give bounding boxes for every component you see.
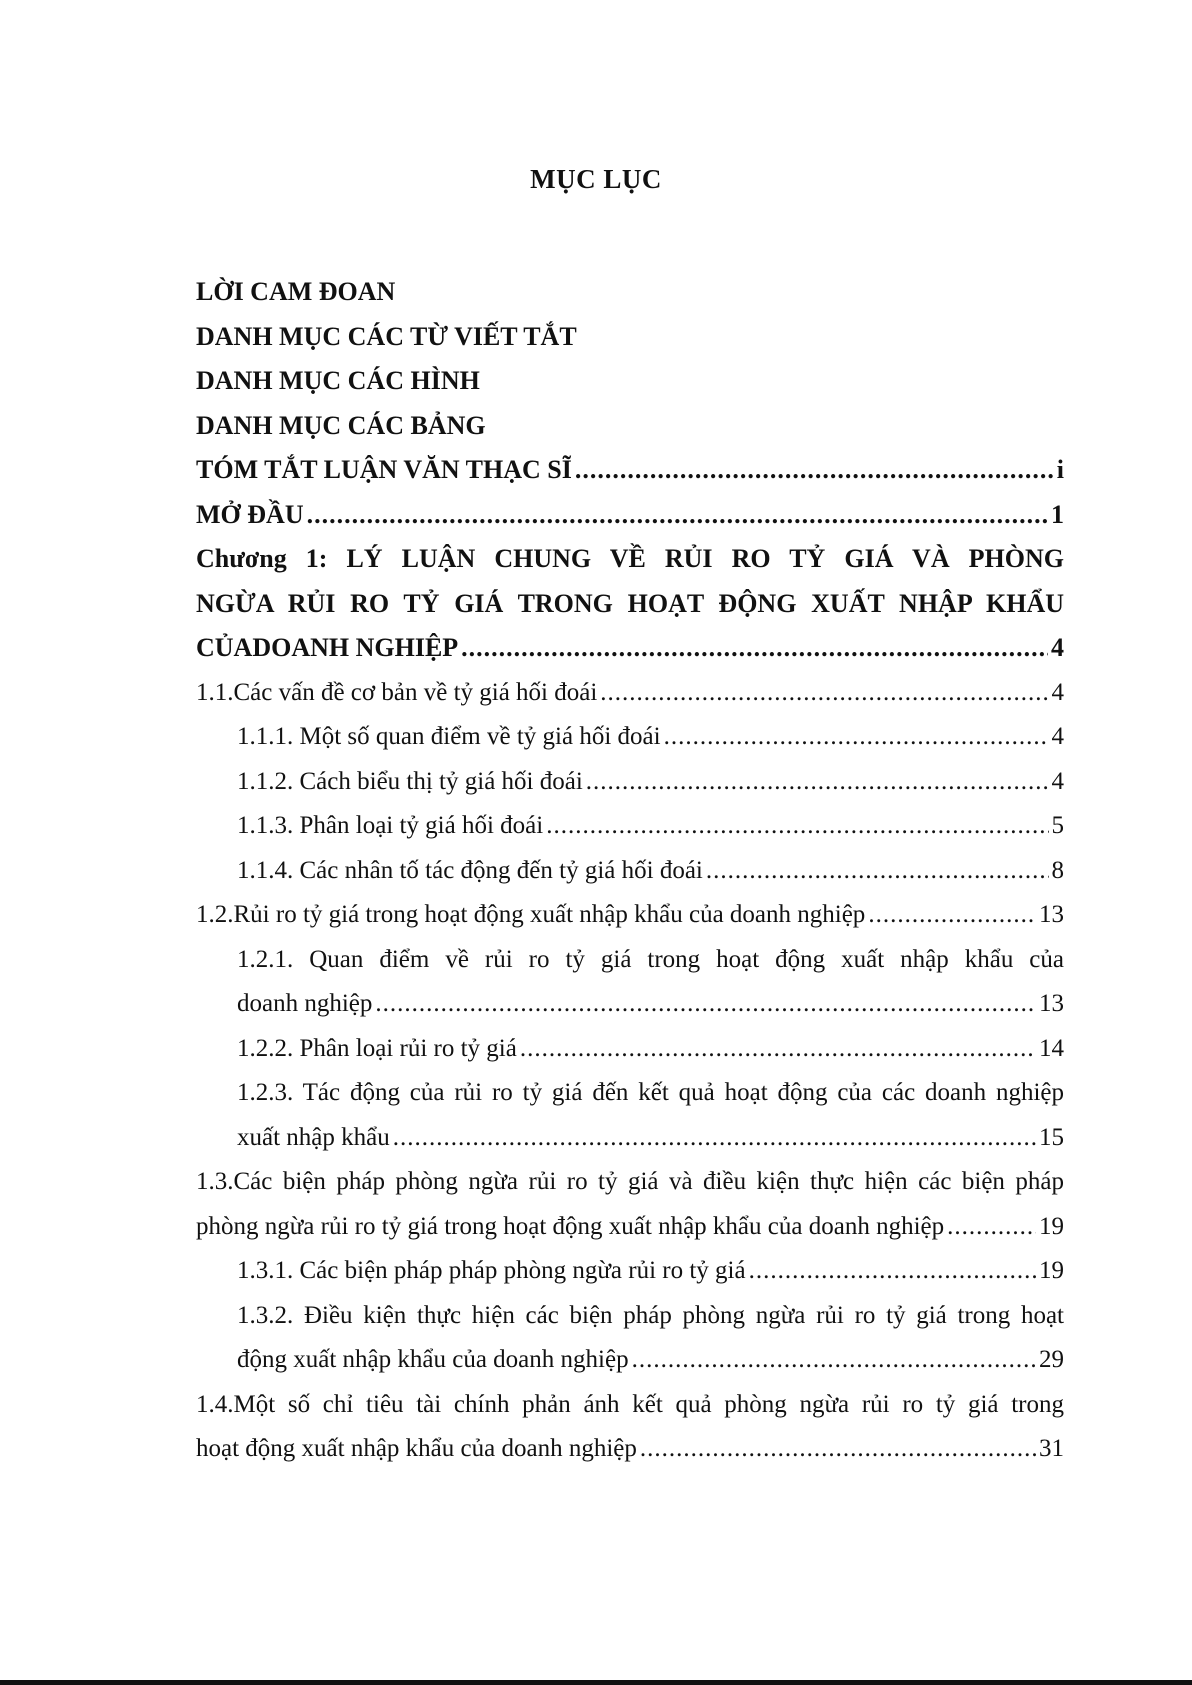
dot-leader	[868, 893, 1036, 938]
toc-entry-text: hoạt động xuất nhập khẩu của doanh nghiệp	[196, 1435, 637, 1462]
toc-entry-1-2-3-line1: 1.2.3. Tác động của rủi ro tỷ giá đến kết quả hoạt động của các doanh nghiệp	[237, 1079, 1064, 1106]
dot-leader	[600, 671, 1048, 716]
toc-page-number: 15	[1039, 1123, 1064, 1151]
toc-entry-1-2-2	[237, 1027, 1064, 1072]
toc-entry-1-2-1-line2	[237, 982, 1064, 1027]
toc-entry-text: 1.1.2. Cách biểu thị tỷ giá hối đoái	[237, 767, 583, 795]
dot-leader	[575, 448, 1054, 493]
toc-entry-tom-tat	[196, 448, 1064, 493]
dot-leader	[307, 493, 1048, 538]
toc-entry-1-1	[196, 671, 1064, 716]
toc-entry-1-3-line2	[196, 1205, 1064, 1250]
toc-entry-text: 1.1.4. Các nhân tố tác động đến tỷ giá hối đoái	[237, 856, 703, 884]
toc-entry-1-4-line1: 1.4.Một số chỉ tiêu tài chính phản ánh kết quả phòng ngừa rủi ro tỷ giá trong	[196, 1390, 1064, 1418]
toc-page-number: 13	[1039, 990, 1064, 1017]
dot-leader	[749, 1249, 1036, 1294]
page-title: MỤC LỤC	[530, 164, 662, 194]
toc-entry-1-1-3	[237, 804, 1064, 849]
toc-entry-text: CỦADOANH NGHIỆP	[196, 633, 459, 662]
toc-page-number: 31	[1039, 1435, 1064, 1462]
toc-entry-text: 1.1.3. Phân loại tỷ giá hối đoái	[237, 812, 544, 839]
toc-entry-loi-cam-doan: LỜI CAM ĐOAN	[196, 277, 396, 306]
toc-entry-1-2	[196, 893, 1064, 938]
toc-entry-text: động xuất nhập khẩu của doanh nghiệp	[237, 1346, 629, 1373]
toc-entry-mo-dau	[196, 493, 1064, 538]
toc-entry-1-3-line1: 1.3.Các biện pháp phòng ngừa rủi ro tỷ giá và điều kiện thực hiện các biện pháp	[196, 1168, 1064, 1195]
toc-entry-text: 1.1.1. Một số quan điểm về tỷ giá hối đoái	[237, 723, 661, 750]
toc-entry-danh-muc-bang: DANH MỤC CÁC BẢNG	[196, 410, 486, 440]
toc-entry-1-1-4	[237, 849, 1064, 894]
dot-leader	[520, 1027, 1036, 1072]
toc-page-number: 4	[1051, 633, 1064, 662]
dot-leader	[664, 715, 1049, 760]
toc-entry-1-1-2	[237, 760, 1064, 805]
dot-leader	[546, 804, 1048, 849]
dot-leader	[393, 1116, 1036, 1161]
dot-leader	[375, 982, 1036, 1027]
toc-entry-1-4-line2	[196, 1427, 1064, 1472]
toc-entry-danh-muc-tu-viet-tat: DANH MỤC CÁC TỪ VIẾT TẮT	[196, 321, 577, 351]
toc-entry-text: phòng ngừa rủi ro tỷ giá trong hoạt động xuất nhập khẩu của doanh nghiệp	[196, 1212, 945, 1240]
dot-leader	[947, 1205, 1036, 1250]
toc-page-number: 14	[1039, 1034, 1064, 1062]
dot-leader	[586, 760, 1049, 805]
toc-page-number: 4	[1051, 723, 1064, 750]
toc-page-number: 8	[1051, 856, 1064, 884]
toc-entry-1-3-2-line1: 1.3.2. Điều kiện thực hiện các biện pháp phòng ngừa rủi ro tỷ giá trong hoạt	[237, 1301, 1064, 1329]
toc-entry-1-3-2-line2	[237, 1338, 1064, 1383]
toc-entry-text: MỞ ĐẦU	[196, 499, 304, 529]
dot-leader	[706, 849, 1049, 894]
toc-entry-1-3-1	[237, 1249, 1064, 1294]
page-bottom-border	[0, 1680, 1192, 1685]
toc-page-number: 1	[1051, 499, 1064, 529]
toc-entry-text: 1.2.2. Phân loại rủi ro tỷ giá	[237, 1034, 517, 1062]
dot-leader	[640, 1427, 1036, 1472]
toc-entry-danh-muc-hinh: DANH MỤC CÁC HÌNH	[196, 366, 480, 395]
table-of-contents	[196, 270, 1064, 1472]
toc-entry-1-2-3-line2	[237, 1116, 1064, 1161]
toc-page-number: 13	[1039, 901, 1064, 928]
toc-entry-1-2-1-line1: 1.2.1. Quan điểm về rủi ro tỷ giá trong hoạt động xuất nhập khẩu của	[237, 945, 1064, 973]
toc-chapter1-line3	[196, 626, 1064, 671]
toc-entry-text: 1.1.Các vấn đề cơ bản về tỷ giá hối đoái	[196, 678, 598, 706]
toc-entry-text: 1.3.1. Các biện pháp pháp phòng ngừa rủi ro tỷ giá	[237, 1257, 746, 1284]
toc-entry-text: TÓM TẮT LUẬN VĂN THẠC SĨ	[196, 455, 572, 484]
toc-page-number: 5	[1051, 812, 1064, 839]
toc-chapter1-line1: Chương 1: LÝ LUẬN CHUNG VỀ RỦI RO TỶ GIÁ VÀ PHÒNG	[196, 544, 1064, 573]
toc-chapter1-line2: NGỪA RỦI RO TỶ GIÁ TRONG HOẠT ĐỘNG XUẤT NHẬP KHẨU	[196, 588, 1064, 618]
toc-entry-text: 1.2.Rủi ro tỷ giá trong hoạt động xuất nhập khẩu của doanh nghiệp	[196, 901, 866, 928]
dot-leader	[461, 626, 1048, 671]
toc-entry-1-1-1	[237, 715, 1064, 760]
toc-entry-text: xuất nhập khẩu	[237, 1123, 390, 1151]
toc-page-number: 4	[1051, 678, 1064, 706]
dot-leader	[632, 1338, 1036, 1383]
toc-page-number: 4	[1051, 767, 1064, 795]
toc-page-number: 19	[1039, 1257, 1064, 1284]
toc-entry-text: doanh nghiệp	[237, 990, 373, 1017]
toc-page-number: 29	[1039, 1346, 1064, 1373]
toc-page-number: i	[1056, 455, 1064, 484]
toc-page-number: 19	[1039, 1212, 1064, 1240]
